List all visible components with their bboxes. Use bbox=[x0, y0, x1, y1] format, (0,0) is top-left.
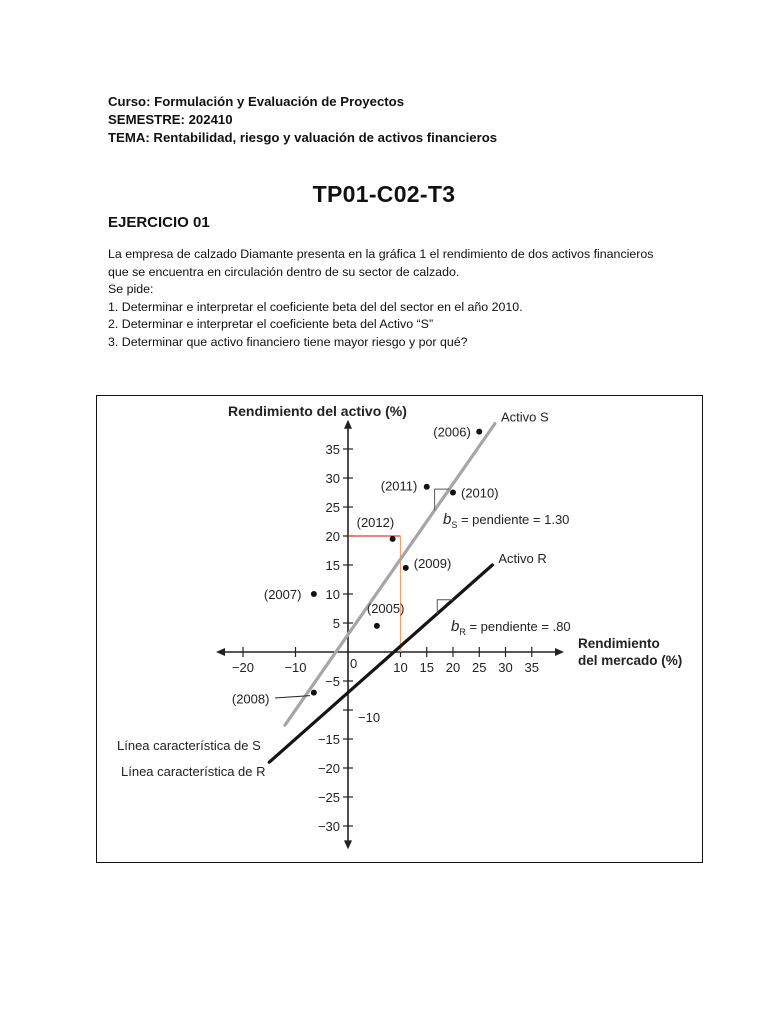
exercise-title: EJERCICIO 01 bbox=[108, 214, 210, 231]
x-tick-label: 15 bbox=[419, 660, 434, 675]
line-s-label: Línea característica de S bbox=[117, 738, 261, 753]
statement-line: 1. Determinar e interpretar el coeficiente beta del del sector en el año 2010. bbox=[108, 299, 523, 314]
x-tick-label: 10 bbox=[393, 660, 408, 675]
x-tick-label: 25 bbox=[472, 660, 487, 675]
x-axis-title-line1: Rendimiento bbox=[578, 636, 660, 651]
statement-line: 2. Determinar e interpretar el coeficiente beta del Activo “S” bbox=[108, 317, 434, 332]
data-point-label: (2010) bbox=[461, 485, 499, 501]
data-point bbox=[390, 536, 396, 542]
x-tick-label: −10 bbox=[284, 660, 307, 675]
y-tick-label: 20 bbox=[325, 529, 340, 544]
x-tick-label: 35 bbox=[524, 660, 539, 675]
data-point bbox=[374, 623, 380, 629]
data-point-label: (2009) bbox=[413, 555, 452, 571]
data-point bbox=[424, 484, 430, 490]
statement-line: La empresa de calzado Diamante presenta en la gráfica 1 el rendimiento de dos activos financieros bbox=[108, 247, 654, 261]
y-axis-arrow-up bbox=[344, 420, 352, 429]
line-r-name: Activo R bbox=[498, 551, 547, 566]
line-r-label: Línea característica de R bbox=[121, 764, 266, 779]
x-tick-label: 30 bbox=[498, 660, 513, 675]
course-line: Curso: Formulación y Evaluación de Proyectos bbox=[108, 94, 405, 109]
data-point-label: (2005) bbox=[366, 600, 405, 616]
y-tick-label: 35 bbox=[325, 442, 340, 457]
data-point-label: (2006) bbox=[433, 424, 471, 440]
data-point bbox=[403, 565, 409, 571]
y-tick-label: −15 bbox=[317, 732, 340, 747]
y-tick-label: 10 bbox=[325, 587, 340, 602]
course-header bbox=[108, 93, 497, 147]
data-point bbox=[476, 429, 482, 435]
y-tick-label: −25 bbox=[317, 790, 340, 805]
chart-canvas bbox=[97, 396, 701, 861]
y-tick-label: 5 bbox=[332, 616, 340, 631]
x-axis-arrow-right bbox=[555, 648, 564, 656]
x-axis-arrow-left bbox=[216, 648, 225, 656]
data-point-label: (2007) bbox=[263, 587, 302, 602]
line-s-name: Activo S bbox=[501, 409, 549, 425]
data-point-label: (2012) bbox=[356, 514, 395, 530]
data-point-label: (2008) bbox=[231, 691, 270, 707]
x-tick-label: 20 bbox=[445, 660, 461, 675]
data-point bbox=[311, 690, 317, 696]
statement-line: 3. Determinar que activo financiero tiene mayor riesgo y por qué? bbox=[108, 334, 468, 349]
y-tick-label: −5 bbox=[325, 674, 340, 689]
statement-line: que se encuentra en circulación dentro de su sector de calzado. bbox=[108, 264, 460, 279]
characteristic-line-s bbox=[285, 423, 495, 725]
document-title: TP01-C02-T3 bbox=[312, 181, 456, 207]
y-tick-label: 25 bbox=[325, 500, 340, 515]
statement-line: Se pide: bbox=[108, 282, 154, 297]
origin-label: 0 bbox=[350, 656, 358, 671]
exercise-statement bbox=[108, 246, 698, 352]
slope-r-label: $b_R$ = pendiente = .80 bbox=[451, 618, 571, 637]
data-point bbox=[450, 490, 456, 496]
y-axis-arrow-down bbox=[344, 840, 352, 849]
y-axis-title: Rendimiento del activo (%) bbox=[228, 403, 407, 419]
y-tick-label: 15 bbox=[325, 558, 340, 573]
x-tick-label: −20 bbox=[231, 660, 255, 675]
y-tick-label: −10 bbox=[358, 710, 381, 725]
y-tick-label: −30 bbox=[317, 819, 340, 834]
y-tick-label: −20 bbox=[317, 761, 340, 776]
slope-s-label: $b_S$ = pendiente = 1.30 bbox=[443, 511, 570, 530]
x-axis-title-line2: del mercado (%) bbox=[578, 653, 683, 668]
semester-line: SEMESTRE: 202410 bbox=[108, 112, 233, 127]
characteristic-lines-chart bbox=[96, 395, 703, 863]
data-point-label: (2011) bbox=[380, 478, 418, 494]
y-tick-label: 30 bbox=[325, 471, 340, 486]
data-point bbox=[311, 591, 317, 597]
topic-line: TEMA: Rentabilidad, riesgo y valuación de activos financieros bbox=[108, 130, 498, 145]
